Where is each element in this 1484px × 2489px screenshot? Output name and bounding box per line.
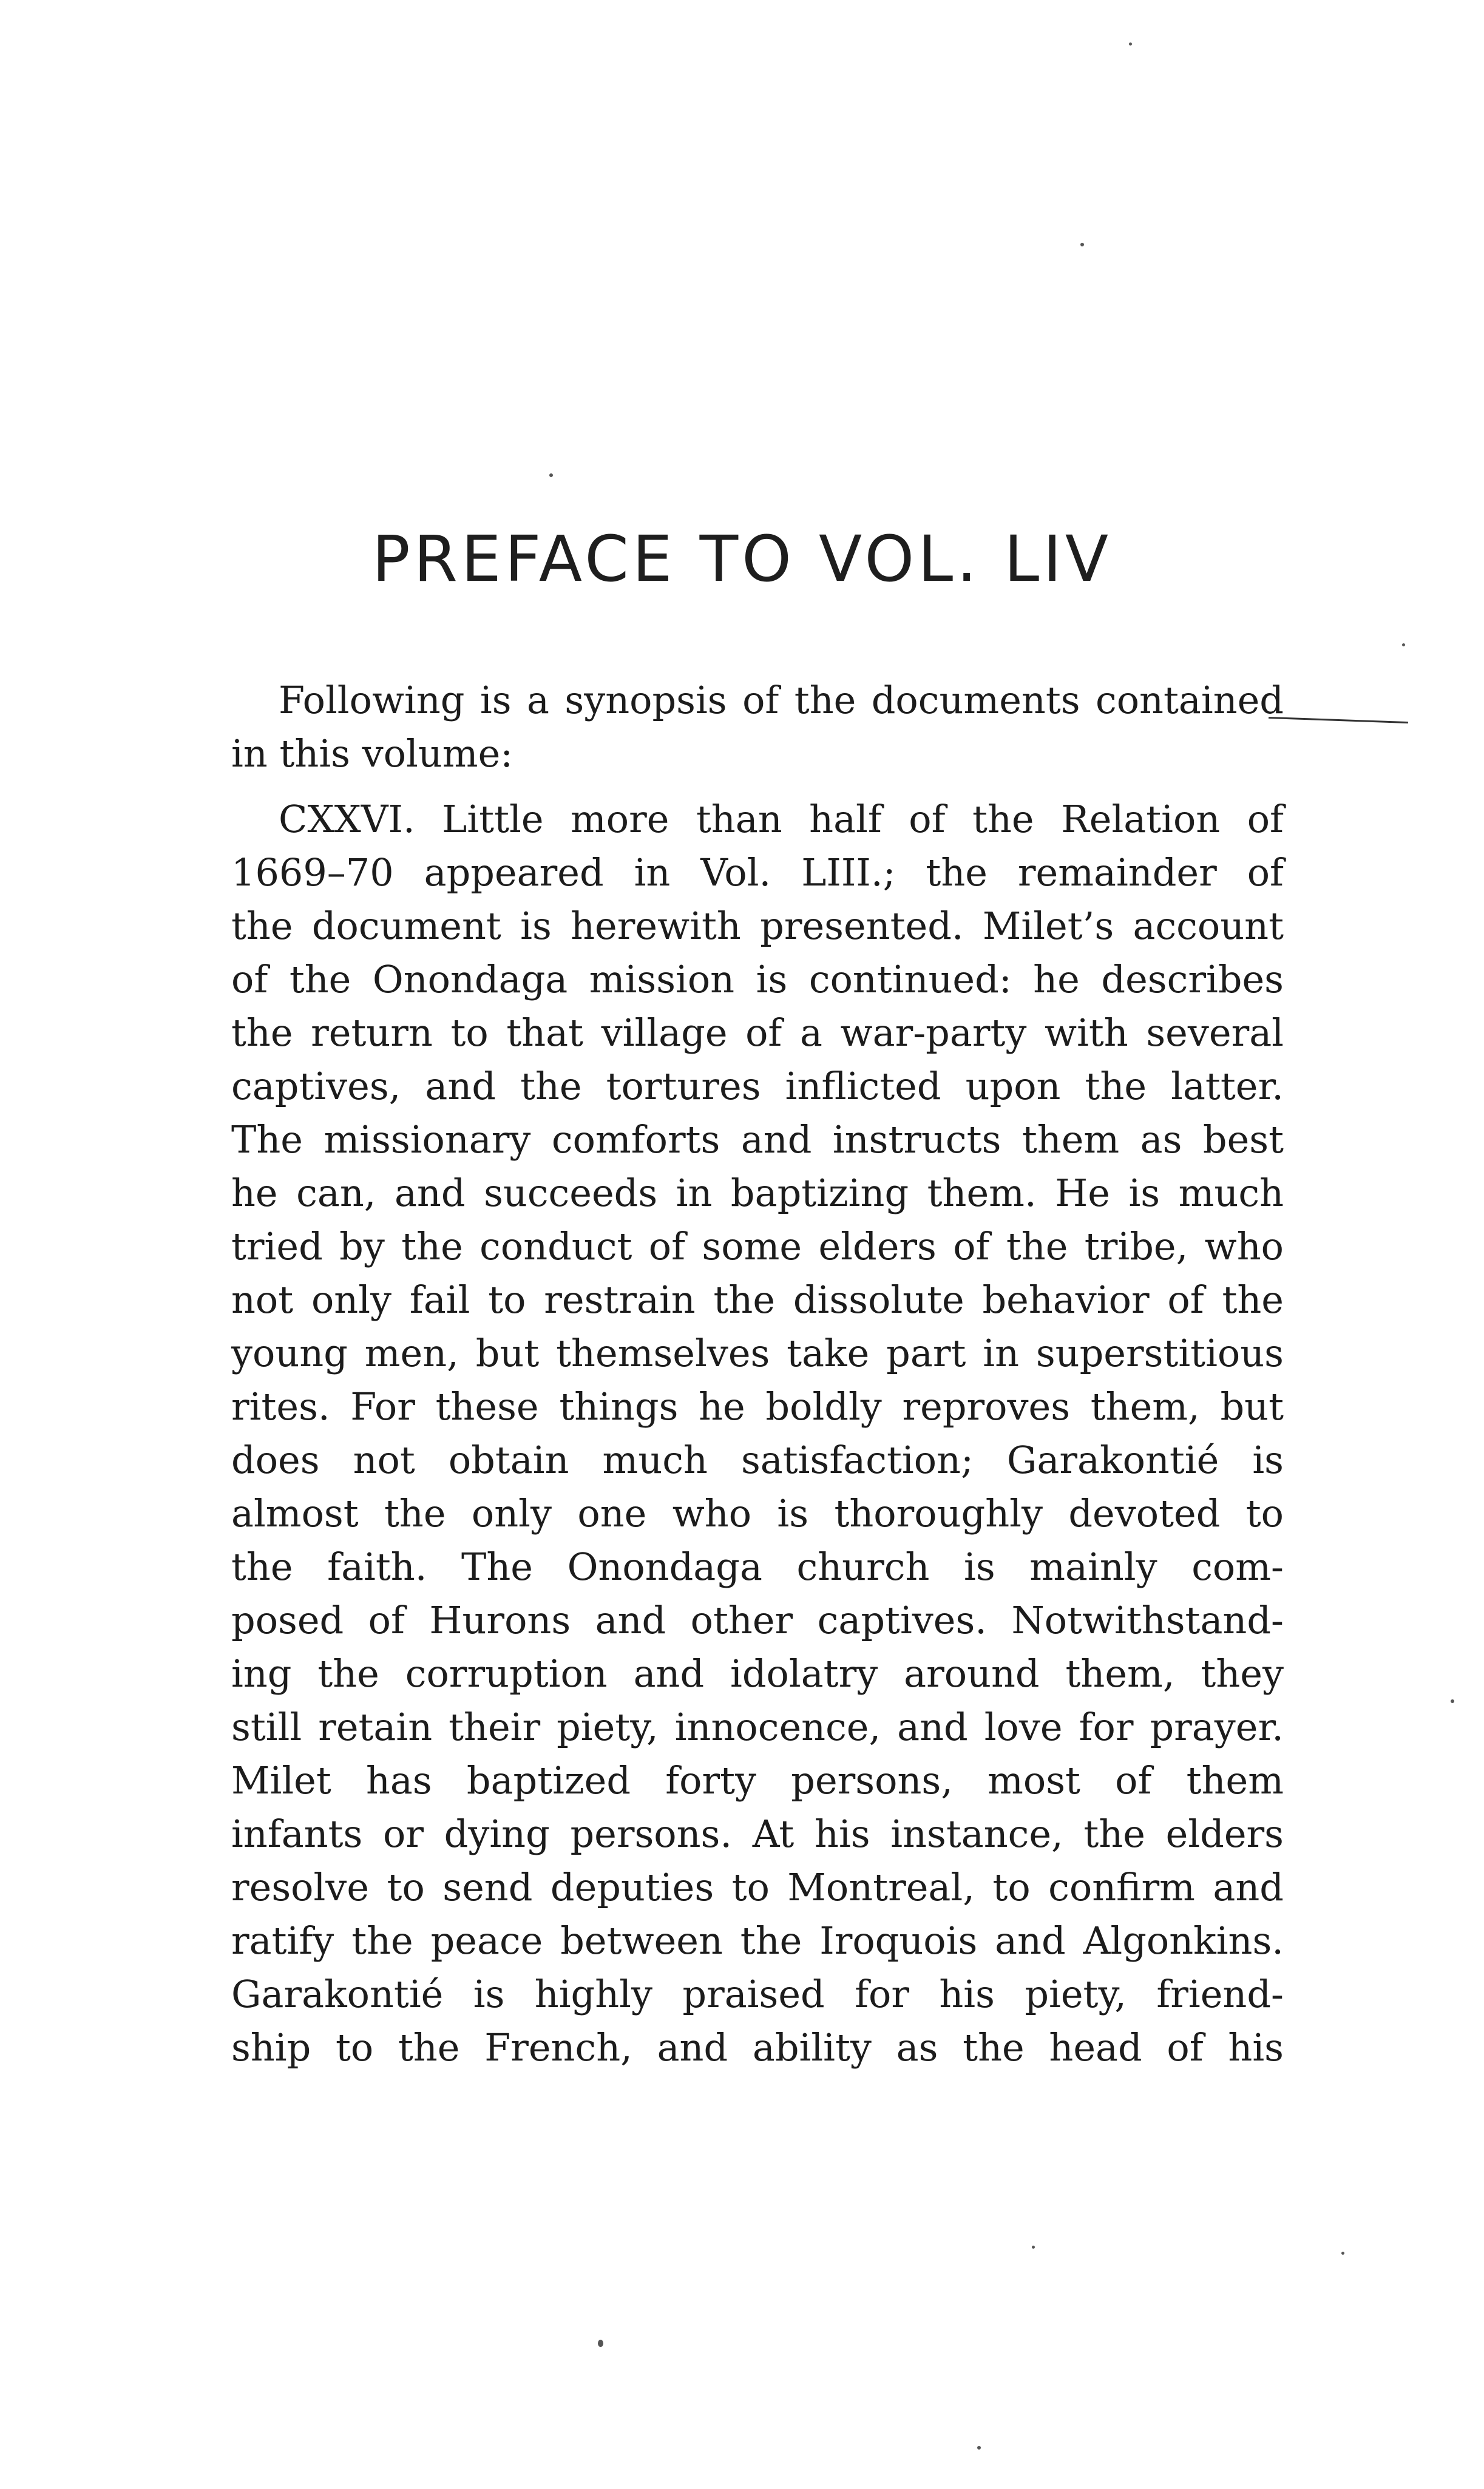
- text-line: tried by the conduct of some elders of the tribe, who: [231, 1224, 1284, 1268]
- text-line: he can, and succeeds in baptizing them. He is much: [231, 1171, 1284, 1215]
- page-title: PREFACE TO VOL. LIV: [371, 522, 1113, 596]
- body-text: [184, 674, 1284, 2087]
- scan-speck: [1032, 2246, 1035, 2249]
- text-line: rites. For these things he boldly reproves them, but: [231, 1384, 1284, 1429]
- text-line: 1669–70 appeared in Vol. LIII.; the remainder of: [231, 850, 1284, 895]
- text-line: ratify the peace between the Iroquois and Algonkins.: [231, 1918, 1284, 1963]
- scan-speck: [977, 2446, 981, 2450]
- text-line: ing the corruption and idolatry around them, they: [231, 1651, 1284, 1696]
- text-line: almost the only one who is thoroughly devoted to: [231, 1491, 1284, 1536]
- scan-speck: [1402, 643, 1405, 646]
- text-line: Following is a synopsis of the documents contained: [279, 678, 1284, 722]
- text-line: of the Onondaga mission is continued: he describes: [231, 957, 1284, 1001]
- scan-speck: [1080, 243, 1084, 246]
- stray-rule-mark: [1269, 717, 1408, 723]
- text-line: still retain their piety, innocence, and love for prayer.: [231, 1705, 1284, 1749]
- text-line: the return to that village of a war-party with several: [231, 1011, 1284, 1055]
- text-line: infants or dying persons. At his instance, the elders: [231, 1812, 1284, 1856]
- text-line: Garakontié is highly praised for his piety, friend-: [231, 1972, 1284, 2016]
- text-line: resolve to send deputies to Montreal, to confirm and: [231, 1865, 1284, 1909]
- text-line: The missionary comforts and instructs them as best: [231, 1117, 1284, 1162]
- scan-speck: [1341, 2252, 1344, 2255]
- text-line: Milet has baptized forty persons, most of them: [231, 1758, 1284, 1803]
- text-line: the document is herewith presented. Milet’s account: [231, 904, 1284, 948]
- text-line: the faith. The Onondaga church is mainly com-: [231, 1545, 1284, 1589]
- scan-speck: [549, 473, 553, 477]
- paragraph-intro: [184, 674, 1284, 781]
- text-line: ship to the French, and ability as the head of his: [231, 2025, 1284, 2070]
- scan-speck: [1129, 42, 1132, 46]
- text-line: does not obtain much satisfaction; Garakontié is: [231, 1438, 1284, 1482]
- text-line: not only fail to restrain the dissolute behavior of the: [231, 1278, 1284, 1322]
- text-line: young men, but themselves take part in superstitious: [231, 1331, 1284, 1375]
- scan-speck: [598, 2340, 603, 2347]
- text-line: CXXVI. Little more than half of the Relation of: [279, 797, 1284, 841]
- scan-speck: [1451, 1699, 1454, 1703]
- text-line: posed of Hurons and other captives. Notwithstand-: [231, 1598, 1284, 1642]
- text-line: in this volume:: [231, 731, 513, 776]
- paragraph-cxxvi: [184, 793, 1284, 2074]
- text-line: captives, and the tortures inflicted upon the latter.: [231, 1064, 1284, 1108]
